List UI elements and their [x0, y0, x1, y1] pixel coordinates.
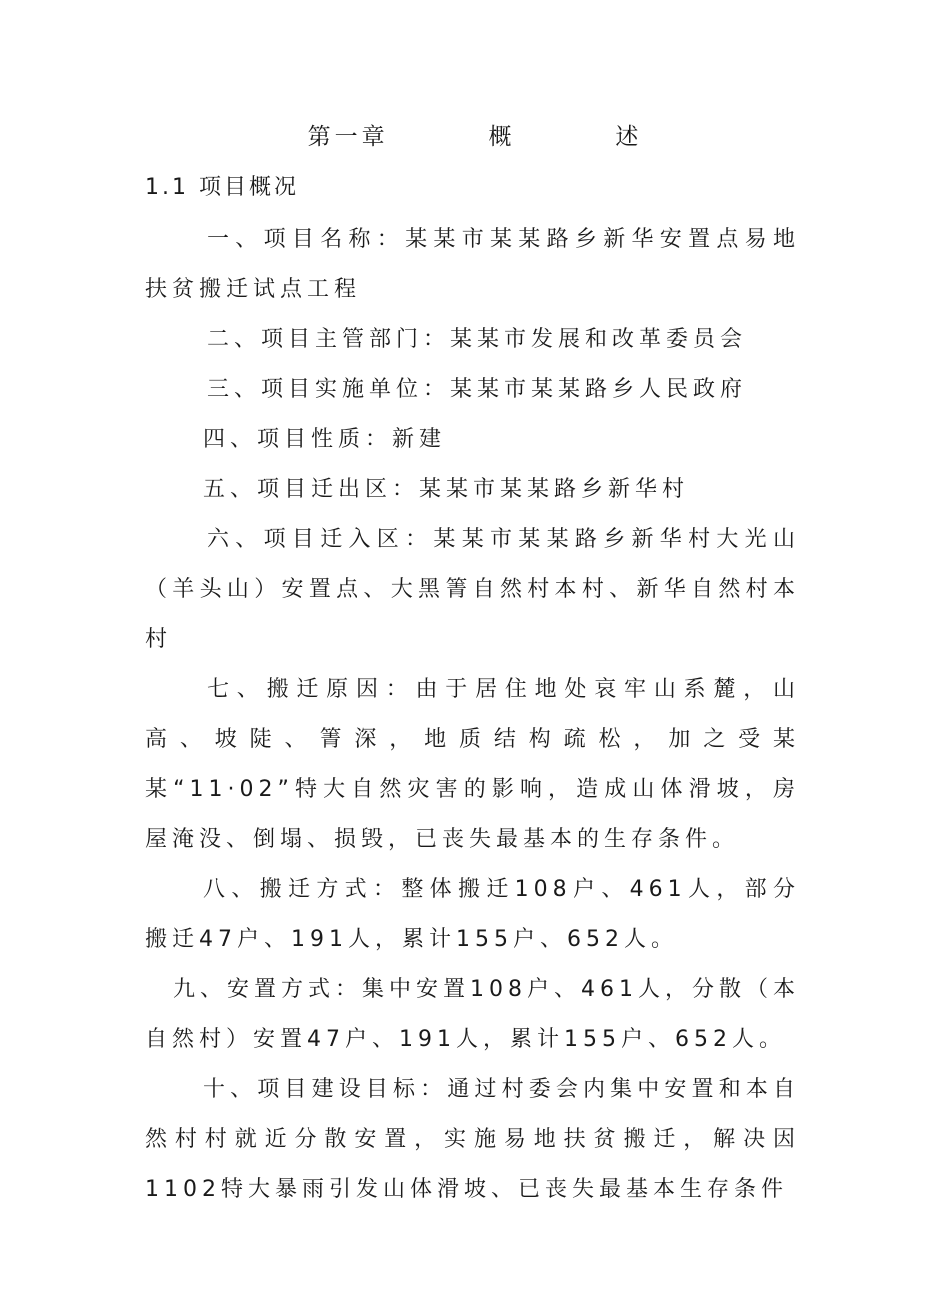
paragraph-supervising-department: 二、项目主管部门：某某市发展和改革委员会 [207, 327, 748, 352]
paragraph-implementing-unit: 三、项目实施单位：某某市某某路乡人民政府 [207, 377, 748, 402]
paragraph-relocation-method: 八、搬迁方式：整体搬迁108户、461人，部分搬迁47户、191人，累计155户、652人。 [145, 877, 800, 952]
paragraph-relocation-reason: 七、搬迁原因：由于居住地处哀牢山系麓，山高、坡陡、箐深，地质结构疏松，加之受某某“11·02”特大自然灾害的影响，造成山体滑坡，房屋淹没、倒塌、损毁，已丧失最基本的生存条件。 [145, 677, 800, 852]
paragraph-project-name: 一、项目名称：某某市某某路乡新华安置点易地扶贫搬迁试点工程 [145, 227, 800, 302]
body-text [145, 215, 800, 1215]
paragraph-construction-goal: 十、项目建设目标：通过村委会内集中安置和本自然村村就近分散安置，实施易地扶贫搬迁，解决因1102特大暴雨引发山体滑坡、已丧失最基本生存条件 [145, 1077, 800, 1202]
paragraph-relocation-out-area: 五、项目迁出区：某某市某某路乡新华村 [203, 477, 690, 502]
section-heading: 1.1 项目概况 [145, 175, 299, 200]
paragraph-project-nature: 四、项目性质：新建 [203, 427, 447, 452]
paragraph-relocation-in-area: 六、项目迁入区：某某市某某路乡新华村大光山（羊头山）安置点、大黑箐自然村本村、新华自然村本村 [145, 527, 800, 652]
paragraph-resettlement-method: 九、安置方式：集中安置108户、461人，分散（本自然村）安置47户、191人，累计155户、652人。 [145, 977, 800, 1052]
chapter-title: 第一章 概 述 [307, 124, 643, 150]
